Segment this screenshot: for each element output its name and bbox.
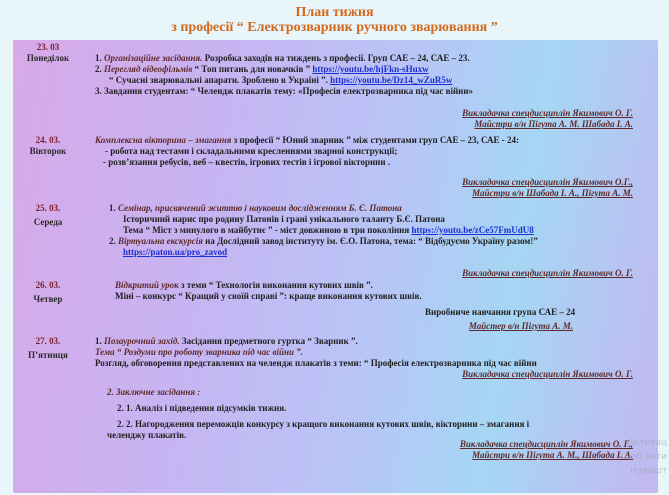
signature-line: Викладачка спецдисциплін Якимович О. Г. <box>462 369 633 379</box>
list-item: 2. 1. Аналіз і підведення підсумків тижня. <box>117 403 287 413</box>
title-line-1: План тижня <box>295 5 374 20</box>
page-title <box>0 0 669 40</box>
list-item: Тема “ Міст з минулого в майбутнє ” - міст довжиною в три покоління https://youtu.be/zCe57FmUdU8 <box>123 225 534 235</box>
signature-line: Викладачка спецдисциплін Якимович О. Г. <box>462 108 633 118</box>
list-item <box>95 247 650 258</box>
title-line-2: з професії “ Електрозварник ручного зварювання ” <box>171 20 498 35</box>
watermark-text: Активац <box>627 438 667 448</box>
list-item: 1. Позаурочний захід. Засідання предметного гуртка “ Зварник ”. <box>95 336 358 346</box>
list-item: Розгляд, обговорення представлених на челендж плакатів з теми: “ Професія електрозварника під час війни <box>95 358 537 368</box>
list-item: Виробниче навчання група САЕ – 24 <box>425 307 576 317</box>
video-link[interactable]: https://youtu.be/zCe57FmUdU8 <box>411 225 534 235</box>
list-item: - робота над тестами і складальними кресленнями зварної конструкції; <box>105 146 398 156</box>
list-item: 1. Організаційне засідання. Розробка заходів на тиждень з професії. Груп САЕ – 24, САЕ – 23. <box>95 53 470 63</box>
list-item: 2. 2. Нагородження переможців конкурсу з кращого виконання кутових швів, вікторини – змагання і <box>117 419 530 429</box>
video-link[interactable]: https://youtu.be/hjFkn-sHuxw <box>312 64 429 74</box>
list-item: Відкритий урок з теми “ Технологія виконання кутових швів ”. <box>115 280 373 290</box>
day-weekday: Середа <box>33 217 63 227</box>
day-date: 25. 03. <box>35 203 61 213</box>
day-date: 24. 03. <box>35 135 61 145</box>
day-date: 23. 03 <box>36 42 60 52</box>
day-weekday: Четвер <box>33 294 63 304</box>
day-weekday: Вівторок <box>29 146 67 156</box>
list-item: 2. Віртуальна екскурсія на Дослідний завод інституту ім. Є.О. Патона, тема: “ Відбудуємо Україну разом!” <box>109 236 538 246</box>
final-heading: 2. Заключне засідання : <box>107 387 201 397</box>
day-weekday: Понеділок <box>26 53 70 63</box>
list-item: Комплексна вікторина – змагання з професії “ Юний зварник ” між студентами груп САЕ – 23, САЕ - 24: <box>95 135 520 145</box>
video-link[interactable]: https://youtu.be/Dz14_wZuR5w <box>330 75 453 85</box>
list-item: 3. Завдання студентам: “ Челендж плакатів тему: «Професія електрозварника під час війни» <box>95 86 474 96</box>
signature-line: Викладачка спецдисциплін Якимович О. Г., <box>459 439 633 449</box>
web-link[interactable]: https://paton.ua/pro_zavod <box>123 247 228 257</box>
day-date: 26. 03. <box>35 280 61 290</box>
list-item: Тема “ Роздуми про роботу зварника під час війни ”. <box>95 347 304 357</box>
watermark-text: Щоб акти <box>621 452 667 462</box>
signature-line: Викладачка спецдисциплін Якимович О.Г., <box>462 177 633 187</box>
signature-line: Майстри в/н Пігута А. М., Шабада І. А. <box>472 450 633 460</box>
list-item: 2. Перегляд відеофільмів “ Топ питань для новачків ” https://youtu.be/hjFkn-sHuxw <box>95 64 429 74</box>
list-item: 1. Семінар, присвячений життю і науковим дослідженням Б. Є. Патона <box>109 203 402 213</box>
signature-line: Майстри в/н Шабада І. А., Пігута А. М. <box>472 188 633 198</box>
signature-line: Викладачка спецдисциплін Якимович О. Г. <box>462 268 633 278</box>
signature-line: Майстри в/н Пігута А. М. Шабада І. А. <box>474 119 633 129</box>
list-item: Міні – конкурс “ Кращий у своїй справі ”: краще виконання кутових швів. <box>115 291 422 301</box>
schedule-panel <box>13 40 658 493</box>
list-item: - розв’язання ребусів, веб – квестів, ігрових тестів і ігрової вікторини . <box>103 157 391 167</box>
list-item: челенджу плакатів. <box>107 430 187 440</box>
list-item: “ Сучасні зварювальні апарати. Зроблено в Україні ”. https://youtu.be/Dz14_wZuR5w <box>109 75 453 85</box>
day-weekday: П’ятниця <box>28 350 68 360</box>
list-item: Історичний нарис про родину Патонів і грані унікального таланту Б.Є. Патона <box>123 214 445 224</box>
day-date: 27. 03. <box>35 336 61 346</box>
watermark-text: Налашт <box>629 466 667 476</box>
signature-line: Майстер в/н Пігута А. М. <box>468 321 573 331</box>
